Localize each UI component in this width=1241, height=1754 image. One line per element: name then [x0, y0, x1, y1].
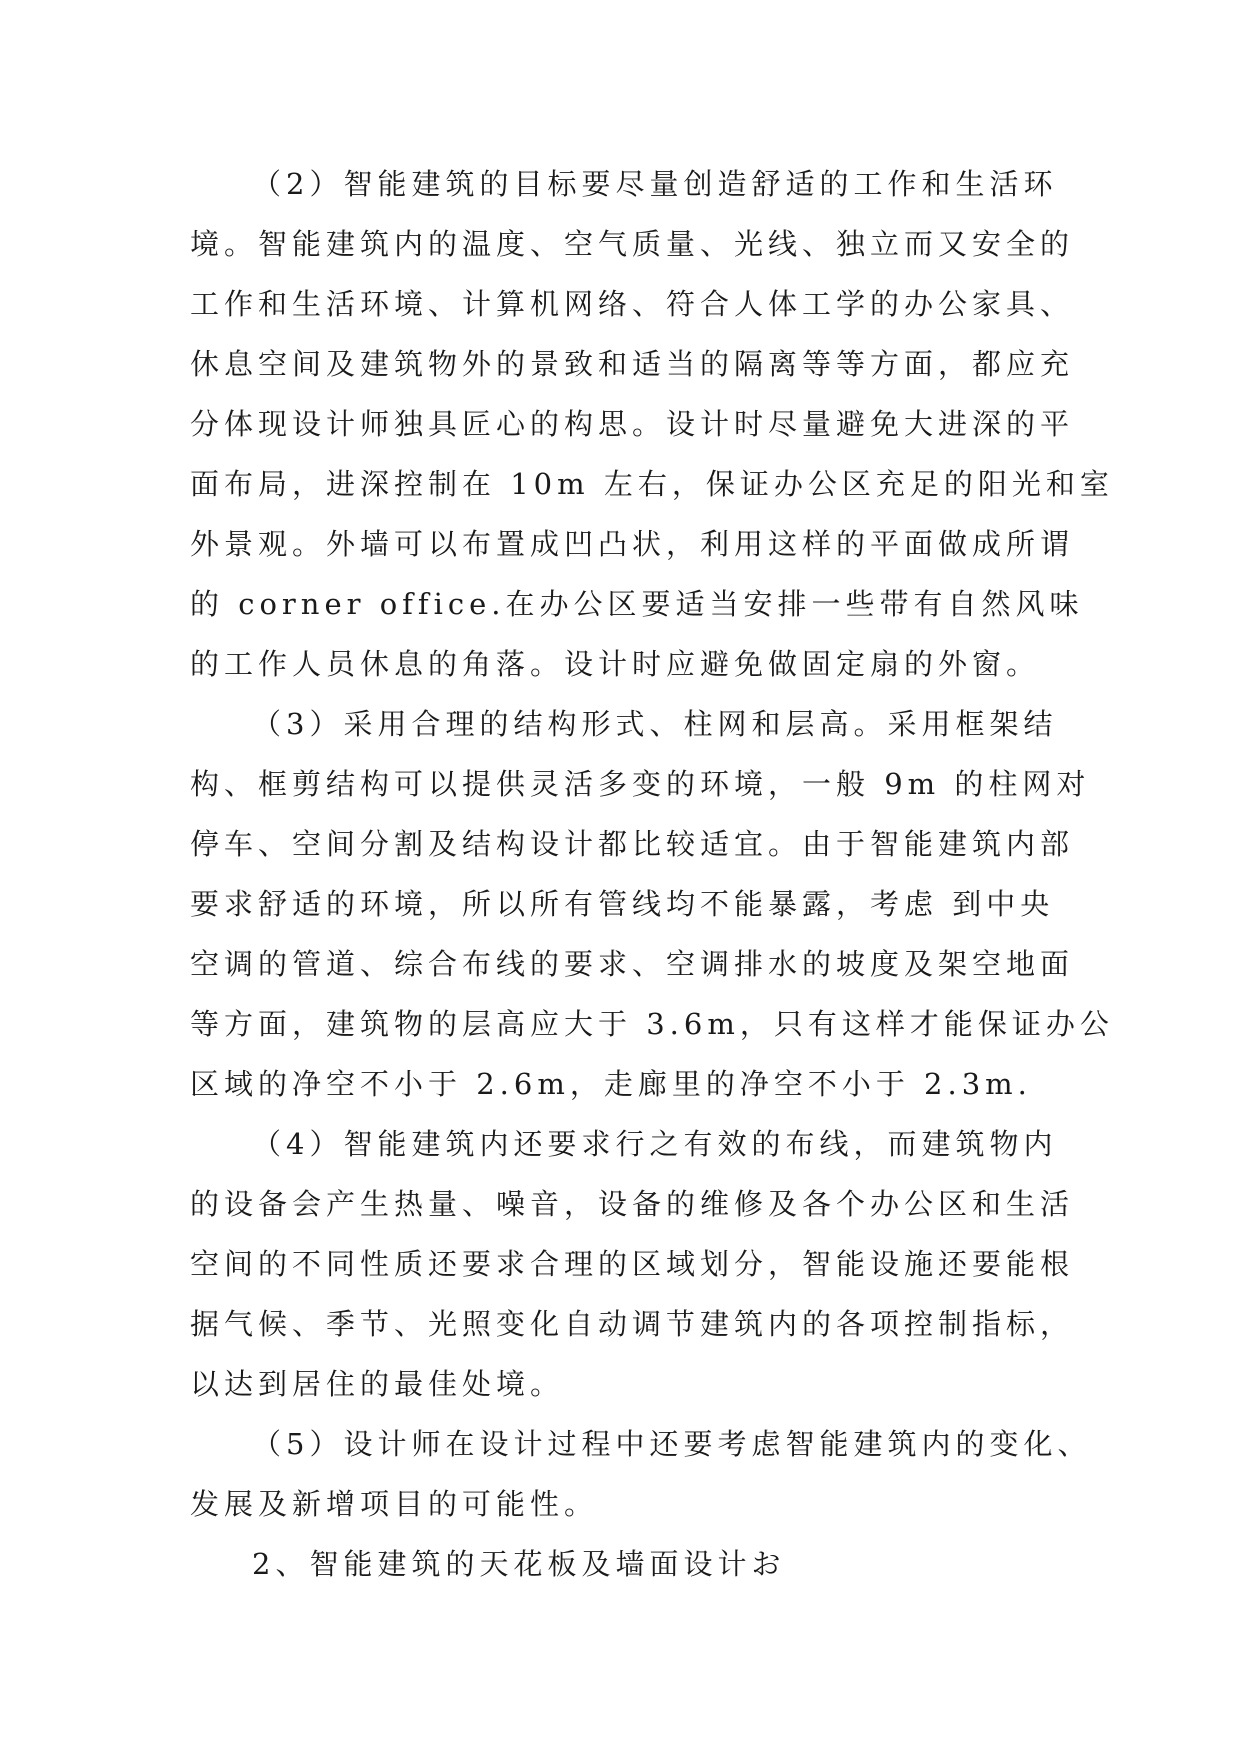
body-text-line: 的设备会产生热量、噪音，设备的维修及各个办公区和生活: [190, 1187, 1075, 1221]
body-text-line: 等方面，建筑物的层高应大于 3.6m，只有这样才能保证办公: [190, 1007, 1114, 1041]
body-text-line: 发展及新增项目的可能性。: [190, 1487, 599, 1521]
body-text-line: 境。智能建筑内的温度、空气质量、光线、独立而又安全的: [190, 227, 1075, 261]
body-text-line: 面布局，进深控制在 10m 左右，保证办公区充足的阳光和室: [190, 467, 1114, 501]
body-text-line: 的工作人员休息的角落。设计时应避免做固定扇的外窗。: [190, 647, 1041, 681]
body-text-line: 据气候、季节、光照变化自动调节建筑内的各项控制指标，: [190, 1307, 1075, 1341]
body-text-line: 空间的不同性质还要求合理的区域划分，智能设施还要能根: [190, 1247, 1075, 1281]
body-text-line: 分体现设计师独具匠心的构思。设计时尽量避免大进深的平: [190, 407, 1075, 441]
body-text-line: 休息空间及建筑物外的景致和适当的隔离等等方面，都应充: [190, 347, 1075, 381]
body-text-line: 的 corner office.在办公区要适当安排一些带有自然风味: [190, 587, 1084, 621]
body-text-line: 要求舒适的环境，所以所有管线均不能暴露，考虑 到中央: [190, 887, 1055, 921]
body-text-line: （4）智能建筑内还要求行之有效的布线，而建筑物内: [252, 1127, 1058, 1161]
body-text-line: 工作和生活环境、计算机网络、符合人体工学的办公家具、: [190, 287, 1075, 321]
body-text-line: （2）智能建筑的目标要尽量创造舒适的工作和生活环: [252, 167, 1058, 201]
body-text-line: 空调的管道、综合布线的要求、空调排水的坡度及架空地面: [190, 947, 1075, 981]
body-text-line: （5）设计师在设计过程中还要考虑智能建筑内的变化、: [252, 1427, 1092, 1461]
body-text-line: （3）采用合理的结构形式、柱网和层高。采用框架结: [252, 707, 1058, 741]
body-text-line: 外景观。外墙可以布置成凹凸状，利用这样的平面做成所谓: [190, 527, 1075, 561]
section-heading: 2、智能建筑的天花板及墙面设计お: [252, 1547, 786, 1581]
body-text-line: 构、框剪结构可以提供灵活多变的环境，一般 9m 的柱网对: [190, 767, 1091, 801]
body-text-line: 以达到居住的最佳处境。: [190, 1367, 565, 1401]
body-text-line: 区域的净空不小于 2.6m，走廊里的净空不小于 2.3m.: [190, 1067, 1032, 1101]
body-text-line: 停车、空间分割及结构设计都比较适宜。由于智能建筑内部: [190, 827, 1075, 861]
